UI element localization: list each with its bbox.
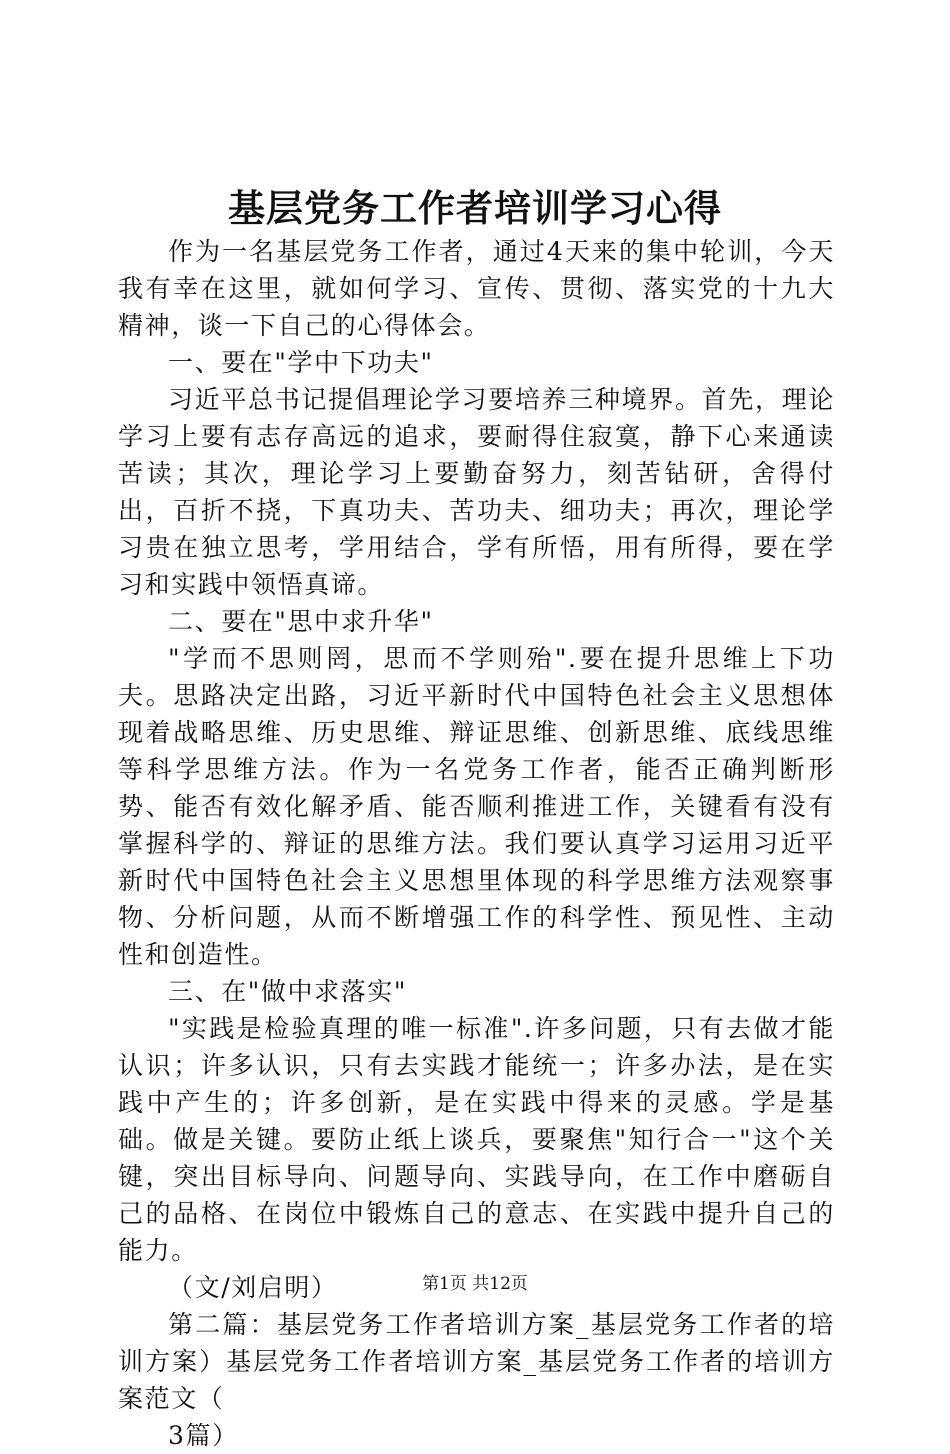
page-number-footer: 第1页 共12页 <box>422 1274 528 1294</box>
section-heading-1: 一、要在"学中下功夫" <box>168 348 434 377</box>
section-heading-2: 二、要在"思中求升华" <box>168 607 434 636</box>
second-article-count: 3篇） <box>168 1421 239 1450</box>
section-3-paragraph: "实践是检验真理的唯一标准".许多问题，只有去做才能认识；许多认识，只有去实践才能统一；许多办法，是在实践中产生的；许多创新，是在实践中得来的灵感。学是基础。做是关键。要防止纸上谈兵，要聚焦"知行合一"这个关键，突出目标导向、问题导向、实践导向，在工作中磨砺自己的品格、在岗位中锻炼自己的意志、在实践中提升自己的能力。 <box>118 1014 835 1265</box>
author-attribution: （文/刘启明） <box>168 1273 338 1302</box>
section-1-paragraph: 习近平总书记提倡理论学习要培养三种境界。首先，理论学习上要有志存高远的追求，要耐得住寂寞，静下心来通读苦读；其次，理论学习上要勤奋努力，刻苦钻研，舍得付出，百折不挠，下真功夫、苦功夫、细功夫；再次，理论学习贵在独立思考，学用结合，学有所悟，用有所得，要在学习和实践中领悟真谛。 <box>118 385 835 599</box>
document-title: 基层党务工作者培训学习心得 <box>228 186 722 230</box>
section-heading-3: 三、在"做中求落实" <box>168 977 407 1006</box>
second-article-heading: 第二篇：基层党务工作者培训方案_基层党务工作者的培训方案）基层党务工作者培训方案_基层党务工作者的培训方案范文（ <box>118 1310 835 1413</box>
document-body <box>118 233 835 1454</box>
section-2-paragraph: "学而不思则罔，思而不学则殆".要在提升思维上下功夫。思路决定出路，习近平新时代中国特色社会主义思想体现着战略思维、历史思维、辩证思维、创新思维、底线思维等科学思维方法。作为一名党务工作者，能否正确判断形势、能否有效化解矛盾、能否顺利推进工作，关键看有没有掌握科学的、辩证的思维方法。我们要认真学习运用习近平新时代中国特色社会主义思想里体现的科学思维方法观察事物、分析问题，从而不断增强工作的科学性、预见性、主动性和创造性。 <box>118 644 835 969</box>
intro-paragraph: 作为一名基层党务工作者，通过4天来的集中轮训，今天我有幸在这里，就如何学习、宣传、贯彻、落实党的十九大精神，谈一下自己的心得体会。 <box>118 237 835 340</box>
